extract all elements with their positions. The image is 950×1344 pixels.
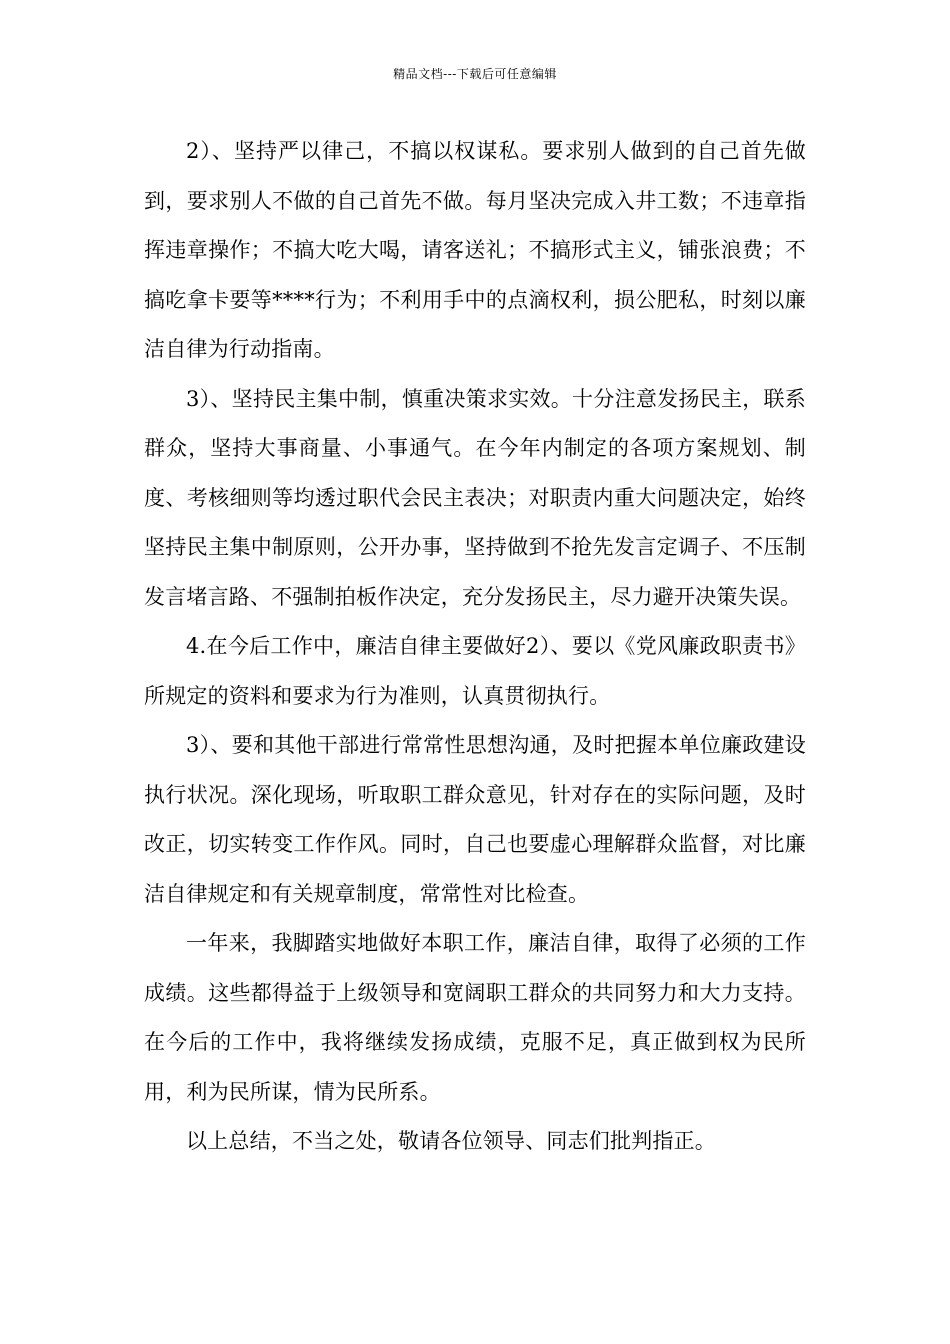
paragraph-future-work: 4.在今后工作中，廉洁自律主要做好2）、要以《党风廉政职责书》所规定的资料和要求为行为准则，认真贯彻执行。: [144, 634, 806, 708]
document-body: [144, 127, 806, 1167]
paragraph-year-summary: 一年来，我脚踏实地做好本职工作，廉洁自律，取得了必须的工作成绩。这些都得益于上级领导和宽阔职工群众的共同努力和大力支持。在今后的工作中，我将继续发扬成绩，克服不足，真正做到权为民所用，利为民所谋，情为民所系。: [144, 931, 806, 1104]
paragraph-discipline: 2）、坚持严以律己，不搞以权谋私。要求别人做到的自己首先做到，要求别人不做的自己首先不做。每月坚决完成入井工数；不违章指挥违章操作；不搞大吃大喝，请客送礼；不搞形式主义，铺张浪费；不搞吃拿卡要等****行为；不利用手中的点滴权利，损公肥私，时刻以廉洁自律为行动指南。: [144, 139, 806, 361]
paragraph-closing: 以上总结，不当之处，敬请各位领导、同志们批判指正。: [186, 1129, 716, 1153]
paragraph-communication: 3）、要和其他干部进行常常性思想沟通，及时把握本单位廉政建设执行状况。深化现场，听取职工群众意见，针对存在的实际问题，及时改正，切实转变工作作风。同时，自己也要虚心理解群众监督，对比廉洁自律规定和有关规章制度，常常性对比检查。: [144, 733, 806, 906]
paragraph-democratic-centralism: 3）、坚持民主集中制，慎重决策求实效。十分注意发扬民主，联系群众，坚持大事商量、小事通气。在今年内制定的各项方案规划、制度、考核细则等均透过职代会民主表决；对职责内重大问题决定，始终坚持民主集中制原则，公开办事，坚持做到不抢先发言定调子、不压制发言堵言路、不强制拍板作决定，充分发扬民主，尽力避开决策失误。: [144, 386, 806, 609]
page-header: 精品文档---下载后可任意编辑: [393, 67, 557, 81]
